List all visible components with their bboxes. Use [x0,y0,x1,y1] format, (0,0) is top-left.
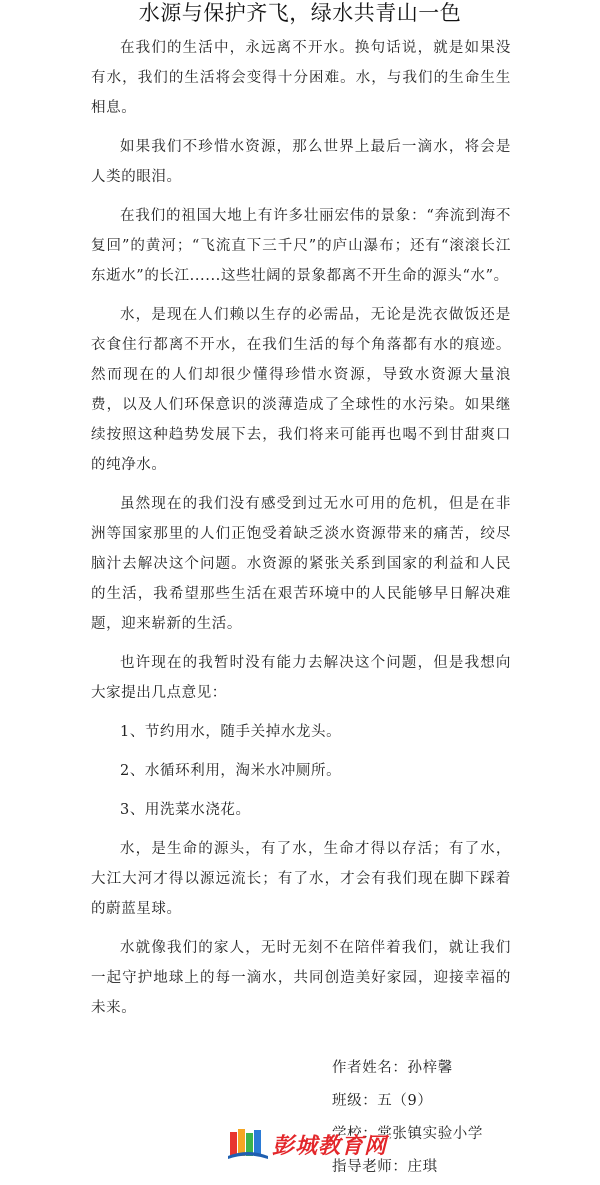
author-name: 作者姓名：孙梓馨 [332,1060,453,1076]
teacher-info: 指导老师：庄琪 [332,1159,438,1175]
paragraph-5: 虽然现在的我们没有感受到过无水可用的危机，但是在非洲等国家那里的人们正饱受着缺乏淡水资源带来的痛苦，绞尽脑汁去解决这个问题。水资源的紧张关系到国家的利益和人民的生活，我希望那些生活在艰苦环境中的人民能够早日解决难题，迎来崭新的生活。 [91,496,511,632]
paragraph-2: 如果我们不珍惜水资源，那么世界上最后一滴水，将会是人类的眼泪。 [91,139,511,185]
paragraph-4: 水，是现在人们赖以生存的必需品，无论是洗衣做饭还是衣食住行都离不开水，在我们生活的每个角落都有水的痕迹。然而现在的人们却很少懂得珍惜水资源，导致水资源大量浪费，以及人们环保意识的淡薄造成了全球性的水污染。如果继续按照这种趋势发展下去，我们将来可能再也喝不到甘甜爽口的纯净水。 [91,307,511,473]
paragraph-7: 水，是生命的源头，有了水，生命才得以存活；有了水，大江大河才得以源远流长；有了水，才会有我们现在脚下踩着的蔚蓝星球。 [91,841,511,917]
paragraph-3: 在我们的祖国大地上有许多壮丽宏伟的景象：“奔流到海不复回”的黄河；“飞流直下三千尺”的庐山瀑布；还有“滚滚长江东逝水”的长江......这些壮阔的景象都离不开生命的源头“水”。 [91,208,511,284]
suggestion-2: 2、水循环利用，淘米水冲厕所。 [120,763,342,779]
paragraph-8: 水就像我们的家人，无时无刻不在陪伴着我们，就让我们一起守护地球上的每一滴水，共同创造美好家园，迎接幸福的未来。 [91,940,511,1016]
site-watermark [226,1124,387,1164]
essay-body [91,33,511,1032]
paragraph-1: 在我们的生活中，永远离不开水。换句话说，就是如果没有水，我们的生活将会变得十分困难。水，与我们的生命生生相息。 [91,40,511,116]
essay-title: 水源与保护齐飞，绿水共青山一色 [138,1,462,25]
watermark-text: 彭城教育网 [272,1133,388,1159]
paragraph-6: 也许现在的我暂时没有能力去解决这个问题，但是我想向大家提出几点意见： [91,655,511,701]
signature-block [332,1053,592,1185]
suggestion-1: 1、节约用水，随手关掉水龙头。 [120,724,342,740]
books-icon [226,1126,270,1162]
suggestion-3: 3、用洗菜水浇花。 [120,802,251,818]
class-info: 班级：五（9） [332,1093,433,1109]
school-info: 学校：棠张镇实验小学 [332,1126,483,1142]
